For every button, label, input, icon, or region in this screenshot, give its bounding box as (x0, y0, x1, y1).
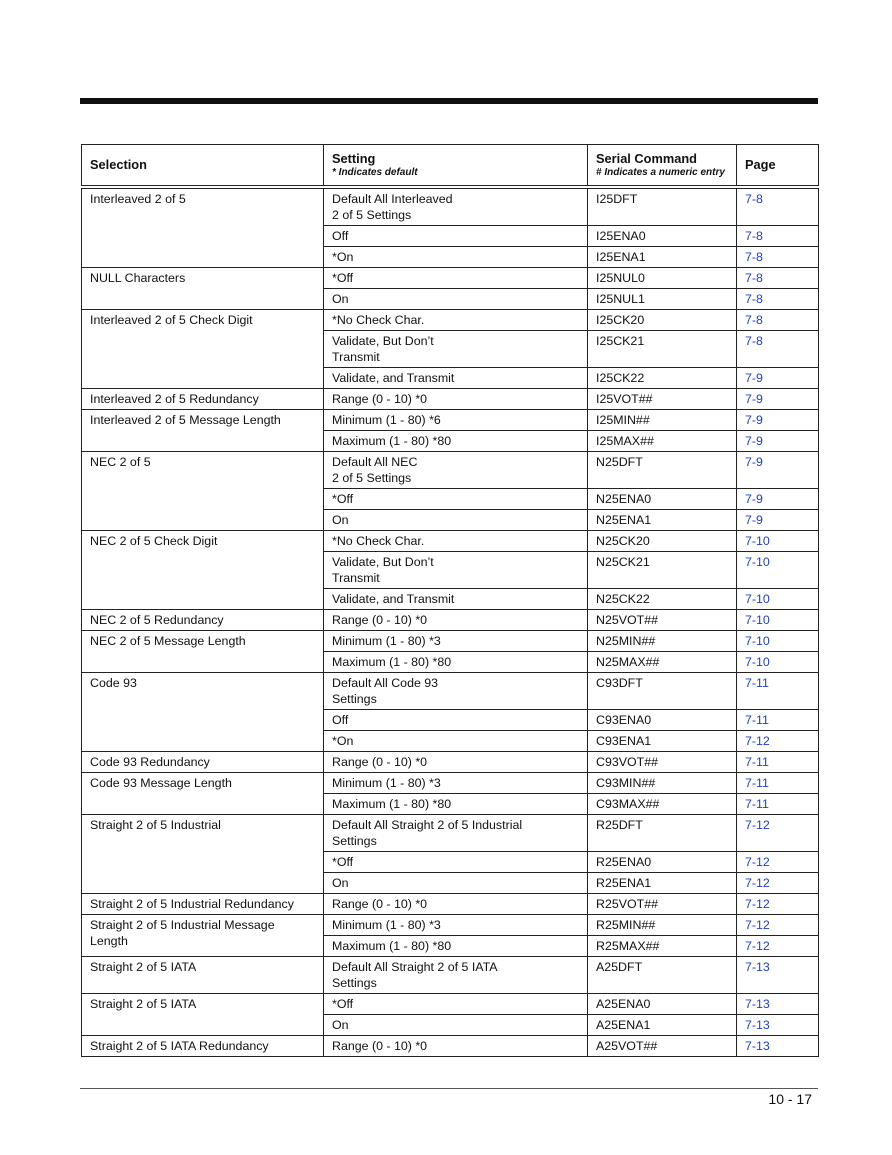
setting-cell (324, 773, 588, 794)
serial-command-cell (588, 994, 737, 1015)
selection-cell-text: Straight 2 of 5 IATA (90, 960, 197, 974)
setting-cell-text: *No Check Char. (332, 534, 425, 548)
header-rule (80, 98, 818, 104)
page-link (737, 226, 819, 247)
setting-cell-text: *No Check Char. (332, 313, 425, 327)
setting-cell (324, 431, 588, 452)
serial-command-cell (588, 610, 737, 631)
setting-cell (324, 310, 588, 331)
page-link-text[interactable]: 7-8 (745, 334, 763, 348)
page-link-text[interactable]: 7-10 (745, 592, 770, 606)
selection-cell (82, 187, 324, 268)
serial-command-cell-text: C93MIN## (596, 776, 656, 790)
selection-cell (82, 631, 324, 673)
selection-cell (82, 610, 324, 631)
setting-cell-text: Default All Straight 2 of 5 Industrial Settings (332, 818, 523, 848)
page-link (737, 331, 819, 368)
page-link-text[interactable]: 7-8 (745, 271, 763, 285)
serial-command-cell (588, 873, 737, 894)
setting-cell-text: Validate, But Don’t Transmit (332, 334, 434, 364)
setting-cell-text: On (332, 513, 349, 527)
setting-cell-text: Validate, But Don’t Transmit (332, 555, 434, 585)
selection-cell-text: Code 93 Redundancy (90, 755, 210, 769)
serial-command-cell-text: N25ENA1 (596, 513, 652, 527)
serial-command-cell-text: N25CK21 (596, 555, 650, 569)
page-link (737, 994, 819, 1015)
table-row (82, 389, 819, 410)
page-link (737, 794, 819, 815)
table-row (82, 610, 819, 631)
selection-cell (82, 915, 324, 957)
page-link (737, 673, 819, 710)
selection-cell (82, 894, 324, 915)
setting-cell (324, 1015, 588, 1036)
serial-command-cell (588, 187, 737, 226)
setting-cell (324, 247, 588, 268)
page-link-text[interactable]: 7-12 (745, 918, 770, 932)
setting-cell-text: Off (332, 229, 349, 243)
serial-command-cell-text: I25MIN## (596, 413, 650, 427)
page-link-text[interactable]: 7-9 (745, 513, 763, 527)
setting-cell-text: Minimum (1 - 80) *3 (332, 776, 441, 790)
serial-command-cell (588, 710, 737, 731)
page-link (737, 410, 819, 431)
setting-cell-text: Validate, and Transmit (332, 592, 455, 606)
page-link (737, 936, 819, 957)
page-link-text[interactable]: 7-8 (745, 250, 763, 264)
setting-cell-text: Default All Interleaved 2 of 5 Settings (332, 192, 453, 222)
header-setting-note: * Indicates default (332, 167, 418, 178)
page-link-text[interactable]: 7-8 (745, 313, 763, 327)
setting-cell (324, 731, 588, 752)
setting-cell-text: Validate, and Transmit (332, 371, 455, 385)
serial-command-cell-text: I25CK21 (596, 334, 645, 348)
serial-command-cell (588, 936, 737, 957)
setting-cell (324, 794, 588, 815)
page-link-text[interactable]: 7-12 (745, 876, 770, 890)
serial-command-cell-text: A25VOT## (596, 1039, 658, 1053)
table-row (82, 410, 819, 431)
serial-command-cell-text: I25ENA1 (596, 250, 646, 264)
setting-cell-text: Default All Straight 2 of 5 IATA Settings (332, 960, 498, 990)
table-row (82, 673, 819, 710)
setting-cell-text: Range (0 - 10) *0 (332, 755, 428, 769)
selection-cell-text: NULL Characters (90, 271, 186, 285)
serial-command-cell (588, 289, 737, 310)
setting-cell (324, 289, 588, 310)
setting-cell (324, 187, 588, 226)
table-row (82, 531, 819, 552)
selection-cell-text: Code 93 Message Length (90, 776, 232, 790)
table-row (82, 894, 819, 915)
page-link (737, 187, 819, 226)
serial-command-cell (588, 1015, 737, 1036)
setting-cell (324, 489, 588, 510)
serial-command-cell (588, 226, 737, 247)
setting-cell (324, 894, 588, 915)
serial-command-cell (588, 752, 737, 773)
selection-cell-text: NEC 2 of 5 Check Digit (90, 534, 218, 548)
setting-cell (324, 631, 588, 652)
setting-cell-text: *On (332, 250, 354, 264)
page-link (737, 310, 819, 331)
page-link (737, 289, 819, 310)
setting-cell-text: Off (332, 713, 349, 727)
setting-cell (324, 531, 588, 552)
page-link (737, 894, 819, 915)
page-link-text[interactable]: 7-10 (745, 655, 770, 669)
page-link-text[interactable]: 7-9 (745, 455, 763, 469)
table-row (82, 994, 819, 1015)
selection-cell (82, 531, 324, 610)
page-link-text[interactable]: 7-11 (745, 676, 769, 690)
selection-cell-text: NEC 2 of 5 Redundancy (90, 613, 224, 627)
serial-command-cell (588, 452, 737, 489)
page-link-text[interactable]: 7-10 (745, 534, 770, 548)
page-link-text[interactable]: 7-12 (745, 818, 770, 832)
header-page: Page (737, 145, 819, 188)
selection-cell (82, 752, 324, 773)
setting-cell (324, 652, 588, 673)
serial-command-cell (588, 247, 737, 268)
selection-cell-text: Interleaved 2 of 5 Check Digit (90, 313, 253, 327)
serial-command-cell-text: I25NUL0 (596, 271, 645, 285)
serial-command-cell-text: N25MAX## (596, 655, 660, 669)
setting-cell-text: *Off (332, 855, 354, 869)
serial-command-cell-text: I25NUL1 (596, 292, 645, 306)
serial-command-cell-text: R25ENA0 (596, 855, 652, 869)
serial-command-cell (588, 957, 737, 994)
setting-cell (324, 268, 588, 289)
page-link (737, 531, 819, 552)
setting-cell (324, 815, 588, 852)
page-link-text[interactable]: 7-12 (745, 897, 770, 911)
header-serial-label: Serial Command (596, 151, 697, 166)
serial-command-cell (588, 631, 737, 652)
page-link (737, 773, 819, 794)
page-link (737, 873, 819, 894)
table-row (82, 957, 819, 994)
page-link-text[interactable]: 7-9 (745, 434, 763, 448)
page-link (737, 710, 819, 731)
setting-cell-text: *On (332, 734, 354, 748)
selection-cell-text: Straight 2 of 5 IATA (90, 997, 197, 1011)
selection-cell-text: NEC 2 of 5 Message Length (90, 634, 246, 648)
serial-command-cell (588, 673, 737, 710)
setting-cell-text: Maximum (1 - 80) *80 (332, 434, 452, 448)
page-link-text[interactable]: 7-11 (745, 755, 769, 769)
serial-command-cell (588, 552, 737, 589)
selection-cell-text: Code 93 (90, 676, 137, 690)
selection-cell (82, 957, 324, 994)
setting-cell-text: *Off (332, 271, 354, 285)
setting-cell-text: Range (0 - 10) *0 (332, 392, 428, 406)
serial-command-cell-text: R25MIN## (596, 918, 656, 932)
serial-command-cell-text: N25CK20 (596, 534, 650, 548)
setting-cell (324, 226, 588, 247)
selection-cell (82, 452, 324, 531)
table-row (82, 310, 819, 331)
table-row (82, 915, 819, 936)
serial-command-cell-text: C93ENA0 (596, 713, 652, 727)
setting-cell (324, 673, 588, 710)
setting-cell (324, 957, 588, 994)
setting-cell-text: Minimum (1 - 80) *6 (332, 413, 441, 427)
setting-cell (324, 452, 588, 489)
page-link (737, 589, 819, 610)
setting-cell (324, 915, 588, 936)
table-row (82, 752, 819, 773)
header-setting (324, 145, 588, 188)
setting-cell-text: On (332, 292, 349, 306)
page-link (737, 431, 819, 452)
page-link-text[interactable]: 7-13 (745, 1018, 770, 1032)
serial-command-cell-text: A25DFT (596, 960, 643, 974)
selection-cell (82, 994, 324, 1036)
serial-command-cell-text: C93DFT (596, 676, 643, 690)
serial-command-cell (588, 915, 737, 936)
header-selection: Selection (82, 145, 324, 188)
setting-cell-text: Maximum (1 - 80) *80 (332, 939, 452, 953)
serial-command-cell-text: R25MAX## (596, 939, 660, 953)
selection-cell (82, 310, 324, 389)
page-number: 10 - 17 (768, 1091, 812, 1107)
page-link (737, 815, 819, 852)
page-link (737, 552, 819, 589)
page-link (737, 489, 819, 510)
serial-command-cell-text: N25DFT (596, 455, 643, 469)
setting-cell (324, 873, 588, 894)
table-body (82, 187, 819, 1057)
page-link (737, 1015, 819, 1036)
setting-cell (324, 510, 588, 531)
selection-cell (82, 410, 324, 452)
serial-command-cell-text: R25DFT (596, 818, 643, 832)
serial-command-cell (588, 852, 737, 873)
page-link-text[interactable]: 7-9 (745, 413, 763, 427)
serial-command-cell-text: I25CK22 (596, 371, 645, 385)
table-row (82, 268, 819, 289)
serial-command-cell (588, 894, 737, 915)
page-link-text[interactable]: 7-12 (745, 855, 770, 869)
serial-command-cell (588, 589, 737, 610)
setting-cell-text: On (332, 876, 349, 890)
serial-command-cell (588, 531, 737, 552)
page-link (737, 915, 819, 936)
header-serial-command (588, 145, 737, 188)
serial-command-table (81, 144, 819, 1057)
serial-command-cell-text: I25CK20 (596, 313, 645, 327)
page-link-text[interactable]: 7-10 (745, 555, 770, 569)
serial-command-cell (588, 268, 737, 289)
page-link (737, 247, 819, 268)
selection-cell-text: Interleaved 2 of 5 Message Length (90, 413, 281, 427)
page-link-text[interactable]: 7-10 (745, 613, 770, 627)
serial-command-cell (588, 773, 737, 794)
table-row (82, 1036, 819, 1057)
serial-command-cell-text: N25CK22 (596, 592, 650, 606)
setting-cell-text: Range (0 - 10) *0 (332, 897, 428, 911)
page-link-text[interactable]: 7-13 (745, 997, 770, 1011)
setting-cell-text: *Off (332, 997, 354, 1011)
serial-command-cell (588, 310, 737, 331)
serial-command-cell (588, 431, 737, 452)
page-link (737, 368, 819, 389)
setting-cell-text: Minimum (1 - 80) *3 (332, 918, 441, 932)
serial-command-cell-text: R25ENA1 (596, 876, 652, 890)
table-row (82, 187, 819, 226)
page-link-text[interactable]: 7-12 (745, 939, 770, 953)
setting-cell (324, 852, 588, 873)
page-link-text[interactable]: 7-13 (745, 1039, 770, 1053)
setting-cell (324, 389, 588, 410)
serial-command-cell-text: A25ENA0 (596, 997, 651, 1011)
page-link (737, 610, 819, 631)
selection-cell-text: Straight 2 of 5 IATA Redundancy (90, 1039, 269, 1053)
selection-cell-text: Interleaved 2 of 5 Redundancy (90, 392, 259, 406)
page-link-text[interactable]: 7-11 (745, 713, 769, 727)
page-link-text[interactable]: 7-10 (745, 634, 770, 648)
selection-cell (82, 673, 324, 752)
table-header-row (82, 145, 819, 188)
page-link (737, 389, 819, 410)
page-link-text[interactable]: 7-11 (745, 776, 769, 790)
serial-command-cell-text: I25DFT (596, 192, 638, 206)
setting-cell (324, 752, 588, 773)
footer-rule (80, 1088, 818, 1089)
header-setting-label: Setting (332, 151, 376, 166)
setting-cell (324, 1036, 588, 1057)
table-row (82, 631, 819, 652)
serial-command-cell-text: I25ENA0 (596, 229, 646, 243)
serial-command-cell-text: N25VOT## (596, 613, 658, 627)
page-link-text[interactable]: 7-9 (745, 392, 763, 406)
setting-cell (324, 936, 588, 957)
setting-cell (324, 552, 588, 589)
serial-command-cell-text: C93VOT## (596, 755, 658, 769)
page-link-text[interactable]: 7-12 (745, 734, 770, 748)
table-row (82, 815, 819, 852)
serial-command-cell (588, 652, 737, 673)
setting-cell-text: *Off (332, 492, 354, 506)
serial-command-cell-text: R25VOT## (596, 897, 658, 911)
page-link (737, 752, 819, 773)
serial-command-cell (588, 794, 737, 815)
serial-command-cell (588, 410, 737, 431)
selection-cell (82, 815, 324, 894)
selection-cell (82, 389, 324, 410)
selection-cell-text: Straight 2 of 5 Industrial Message Length (90, 918, 275, 948)
serial-command-cell (588, 489, 737, 510)
selection-cell-text: Straight 2 of 5 Industrial (90, 818, 221, 832)
setting-cell-text: Minimum (1 - 80) *3 (332, 634, 441, 648)
setting-cell (324, 610, 588, 631)
selection-cell (82, 773, 324, 815)
selection-cell-text: Interleaved 2 of 5 (90, 192, 186, 206)
page-link (737, 452, 819, 489)
page-link (737, 1036, 819, 1057)
page-link-text[interactable]: 7-9 (745, 492, 763, 506)
setting-cell (324, 368, 588, 389)
setting-cell-text: Range (0 - 10) *0 (332, 1039, 428, 1053)
selection-cell-text: Straight 2 of 5 Industrial Redundancy (90, 897, 294, 911)
serial-command-cell-text: C93MAX## (596, 797, 660, 811)
setting-cell (324, 589, 588, 610)
page-link (737, 731, 819, 752)
page-link (737, 957, 819, 994)
page-link-text[interactable]: 7-9 (745, 371, 763, 385)
selection-cell (82, 1036, 324, 1057)
table-row (82, 773, 819, 794)
serial-command-cell (588, 331, 737, 368)
serial-command-cell (588, 510, 737, 531)
setting-cell (324, 331, 588, 368)
serial-command-cell (588, 389, 737, 410)
page-link-text[interactable]: 7-8 (745, 229, 763, 243)
selection-cell-text: NEC 2 of 5 (90, 455, 151, 469)
page-link-text[interactable]: 7-8 (745, 292, 763, 306)
setting-cell-text: Maximum (1 - 80) *80 (332, 797, 452, 811)
page-link-text[interactable]: 7-11 (745, 797, 769, 811)
serial-command-cell (588, 368, 737, 389)
setting-cell (324, 710, 588, 731)
serial-command-cell-text: A25ENA1 (596, 1018, 651, 1032)
setting-cell-text: Range (0 - 10) *0 (332, 613, 428, 627)
page-link (737, 652, 819, 673)
serial-command-cell (588, 1036, 737, 1057)
setting-cell-text: Default All Code 93 Settings (332, 676, 439, 706)
page-link (737, 631, 819, 652)
setting-cell-text: Maximum (1 - 80) *80 (332, 655, 452, 669)
page-link-text[interactable]: 7-8 (745, 192, 763, 206)
serial-command-cell (588, 815, 737, 852)
serial-command-cell (588, 731, 737, 752)
page-link-text[interactable]: 7-13 (745, 960, 770, 974)
page-link (737, 852, 819, 873)
setting-cell-text: Default All NEC 2 of 5 Settings (332, 455, 418, 485)
serial-command-cell-text: N25MIN## (596, 634, 656, 648)
setting-cell-text: On (332, 1018, 349, 1032)
setting-cell (324, 994, 588, 1015)
serial-command-cell-text: I25MAX## (596, 434, 654, 448)
selection-cell (82, 268, 324, 310)
setting-cell (324, 410, 588, 431)
page-link (737, 510, 819, 531)
serial-command-cell-text: I25VOT## (596, 392, 653, 406)
header-serial-note: # Indicates a numeric entry (596, 167, 725, 178)
serial-command-cell-text: C93ENA1 (596, 734, 652, 748)
table-row (82, 452, 819, 489)
page-link (737, 268, 819, 289)
serial-command-cell-text: N25ENA0 (596, 492, 652, 506)
